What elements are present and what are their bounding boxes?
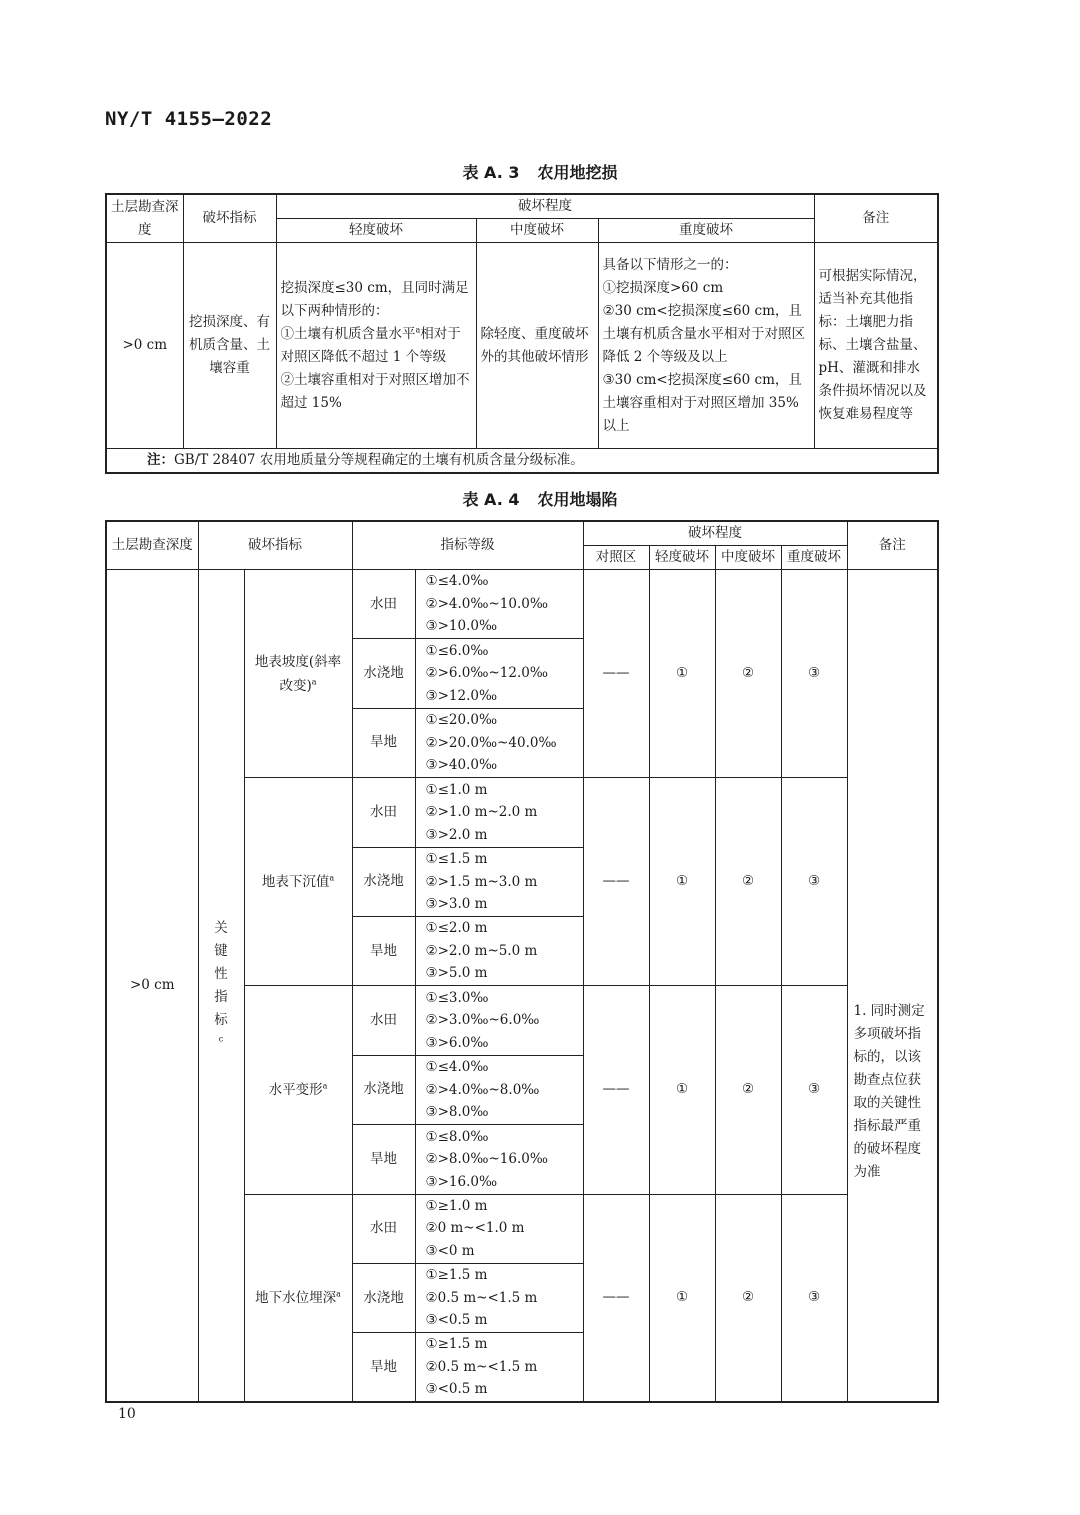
table-a3-caption-title: 农用地挖损: [537, 163, 618, 182]
t4-indicator-name: 地表坡度(斜率改变)$^a$: [244, 570, 352, 778]
t4-level-cell: [415, 1333, 583, 1402]
t4-remark-empty-top: [847, 570, 938, 778]
t4-control-value: ——: [583, 986, 649, 1194]
t4-severe-value: ③: [781, 570, 847, 778]
t4-light-value: ①: [649, 986, 715, 1194]
t4-level-cell: [415, 986, 583, 1055]
t4-level-item: ①≤4.0‰: [425, 573, 489, 590]
t4-indicator-name: 地表下沉值$^a$: [244, 778, 352, 986]
table-a4-caption-title: 农用地塌陷: [537, 490, 618, 509]
t4-key-indicator-char: 标: [214, 1011, 228, 1028]
t4-light-value: ①: [649, 570, 715, 778]
t4-land-type: 水田: [352, 778, 415, 847]
footnote-a-mark: a: [329, 873, 335, 883]
t4-severe-value: ③: [781, 778, 847, 986]
t4-light-value: ①: [649, 778, 715, 986]
t4-key-indicator-char: 键: [214, 942, 228, 959]
t4-level-item: ③>12.0‰: [425, 687, 498, 704]
t4-level-item: ①≤20.0‰: [425, 712, 498, 729]
t4-land-type: 水浇地: [352, 847, 415, 916]
t4-level-item: ②>1.0 m~2.0 m: [425, 804, 538, 821]
table-a4: [105, 520, 939, 1403]
t4-control-value: ——: [583, 570, 649, 778]
footnote-a-mark: a: [322, 1081, 328, 1091]
t4-header-depth: 土层勘查深度: [106, 521, 198, 570]
t4-level-item: ③>8.0‰: [425, 1104, 489, 1121]
t4-level-item: ②>4.0‰~8.0‰: [425, 1081, 540, 1098]
t4-level-item: ③>40.0‰: [425, 757, 498, 774]
t4-land-type: 水浇地: [352, 1055, 415, 1124]
t4-level-item: ①≤8.0‰: [425, 1128, 489, 1145]
t4-level-item: ②0.5 m~<1.5 m: [425, 1358, 538, 1375]
t3-light-line2: ①土壤有机质含量水平$^a$相对于对照区降低不超过 1 个等级: [280, 325, 461, 365]
table-a3-caption-no: 表 A. 3: [462, 163, 520, 182]
t4-level-item: ①≥1.0 m: [425, 1197, 488, 1214]
t4-level-item: ①≤6.0‰: [425, 642, 489, 659]
t4-indicator-name: 水平变形$^a$: [244, 986, 352, 1194]
t3-depth: >0 cm: [106, 243, 183, 449]
t3-severe-line3: ②30 cm<挖损深度≤60 cm，且土壤有机质含量水平相对于对照区降低 2 个等级及以上: [602, 302, 805, 365]
t3-light-criteria: [276, 243, 476, 449]
footnote-a-mark: a: [415, 325, 421, 334]
t4-medium-value: ②: [715, 986, 781, 1194]
t4-remark: 1. 同时测定多项破坏指标的，以该勘查点位获取的关键性指标最严重的破坏程度为准: [847, 778, 938, 1403]
t3-severe-criteria: [598, 243, 814, 449]
t4-land-type: 水浇地: [352, 639, 415, 708]
t4-header-degree: 破坏程度: [583, 521, 847, 546]
t4-level-item: ②>4.0‰~10.0‰: [425, 595, 548, 612]
t4-level-item: ①≤1.5 m: [425, 851, 488, 867]
t4-land-type: 水浇地: [352, 1263, 415, 1332]
t4-key-indicator-char: 性: [214, 965, 228, 982]
t4-level-item: ②0 m~<1.0 m: [425, 1220, 525, 1237]
t4-level-item: ①≥1.5 m: [425, 1336, 488, 1353]
t4-header-light: 轻度破坏: [649, 546, 715, 570]
t4-level-cell: [415, 847, 583, 916]
t3-indicator: 挖损深度、有机质含量、土壤容重: [183, 243, 276, 449]
t3-header-remark: 备注: [814, 194, 938, 243]
t3-severe-line4: ③30 cm<挖损深度≤60 cm，且土壤容重相对于对照区增加 35%以上: [602, 371, 802, 434]
t3-note-label: 注：: [147, 452, 174, 468]
t3-header-severe: 重度破坏: [598, 219, 814, 243]
t4-control-value: ——: [583, 778, 649, 986]
t4-level-item: ③>16.0‰: [425, 1173, 498, 1190]
table-a4-caption: [0, 487, 1080, 510]
t4-level-item: ①≤4.0‰: [425, 1059, 489, 1076]
t4-level-item: ①≤1.0 m: [425, 781, 488, 798]
t3-medium-criteria: 除轻度、重度破坏外的其他破坏情形: [476, 243, 598, 449]
t4-level-item: ③<0.5 m: [425, 1381, 488, 1398]
t3-header-light: 轻度破坏: [276, 219, 476, 243]
t4-level-cell: [415, 1263, 583, 1332]
t3-note-text: GB/T 28407 农用地质量分等规程确定的土壤有机质含量分级标准。: [174, 452, 584, 468]
footnote-a-mark: a: [311, 677, 317, 687]
t4-land-type: 水田: [352, 986, 415, 1055]
t4-level-item: ②>3.0‰~6.0‰: [425, 1012, 540, 1029]
t4-depth: >0 cm: [106, 570, 198, 1403]
t4-level-cell: [415, 639, 583, 708]
t4-level-item: ①≥1.5 m: [425, 1267, 488, 1284]
t3-severe-line2: ①挖损深度>60 cm: [602, 279, 724, 296]
t4-key-indicator-char: 关: [214, 919, 228, 936]
t4-header-remark: 备注: [847, 521, 938, 570]
t4-severe-value: ③: [781, 1194, 847, 1402]
t3-header-medium: 中度破坏: [476, 219, 598, 243]
t4-level-item: ①≤3.0‰: [425, 989, 489, 1006]
t4-land-type: 旱地: [352, 1125, 415, 1194]
table-a4-caption-no: 表 A. 4: [462, 490, 520, 509]
footnote-c-mark: c: [218, 1034, 224, 1044]
t3-header-depth: 土层勘查深度: [106, 194, 183, 243]
table-a3-caption: [0, 160, 1080, 183]
t3-note: [106, 449, 938, 474]
t4-level-cell: [415, 1055, 583, 1124]
t4-header-severe: 重度破坏: [781, 546, 847, 570]
t4-land-type: 水田: [352, 1194, 415, 1263]
t4-land-type: 旱地: [352, 1333, 415, 1402]
t4-severe-value: ③: [781, 986, 847, 1194]
t4-level-item: ②>2.0 m~5.0 m: [425, 942, 538, 959]
t4-land-type: 旱地: [352, 708, 415, 777]
t4-level-cell: [415, 916, 583, 985]
table-a3: [105, 193, 939, 474]
t4-level-cell: [415, 1125, 583, 1194]
t4-level-item: ②0.5 m~<1.5 m: [425, 1289, 538, 1306]
t4-header-medium: 中度破坏: [715, 546, 781, 570]
t4-level-item: ②>8.0‰~16.0‰: [425, 1151, 548, 1168]
t4-medium-value: ②: [715, 1194, 781, 1402]
footnote-a-mark: a: [336, 1289, 341, 1299]
t4-level-item: ③>5.0 m: [425, 965, 488, 982]
t3-severe-line1: 具备以下情形之一的：: [602, 256, 738, 273]
t4-light-value: ①: [649, 1194, 715, 1402]
t4-medium-value: ②: [715, 778, 781, 986]
t3-light-line3: ②土壤容重相对于对照区增加不超过 15%: [280, 371, 470, 411]
t4-level-item: ②>6.0‰~12.0‰: [425, 665, 548, 682]
t4-level-item: ③<0 m: [425, 1242, 475, 1259]
t3-header-indicator: 破坏指标: [183, 194, 276, 243]
t4-header-control: 对照区: [583, 546, 649, 570]
t3-header-degree: 破坏程度: [276, 194, 814, 219]
t4-header-indicator: 破坏指标: [198, 521, 352, 570]
standard-code: NY/T 4155—2022: [105, 108, 273, 130]
t4-key-indicator: [198, 570, 244, 1403]
t4-medium-value: ②: [715, 570, 781, 778]
t4-level-item: ③>6.0‰: [425, 1034, 489, 1051]
t3-light-line1: 挖损深度≤30 cm，且同时满足以下两种情形的：: [280, 279, 469, 319]
t4-level-item: ②>20.0‰~40.0‰: [425, 734, 557, 751]
t4-control-value: ——: [583, 1194, 649, 1402]
t4-level-cell: [415, 570, 583, 639]
t4-level-item: ③>3.0 m: [425, 896, 488, 912]
t4-level-item: ③>10.0‰: [425, 618, 498, 635]
t4-key-indicator-char: 指: [214, 988, 228, 1005]
t4-level-cell: [415, 708, 583, 777]
page-number: 10: [118, 1406, 136, 1422]
t4-land-type: 旱地: [352, 916, 415, 985]
t3-remark: 可根据实际情况，适当补充其他指标：土壤肥力指标、土壤含盐量、pH、灌溉和排水条件损坏情况以及恢复难易程度等: [814, 243, 938, 449]
t4-indicator-name: 地下水位埋深$^a$: [244, 1194, 352, 1402]
t4-level-cell: [415, 1194, 583, 1263]
t4-header-level: 指标等级: [352, 521, 583, 570]
t4-land-type: 水田: [352, 570, 415, 639]
t4-level-item: ③>2.0 m: [425, 826, 488, 843]
t4-level-cell: [415, 778, 583, 847]
t4-level-item: ③<0.5 m: [425, 1312, 488, 1329]
t4-level-item: ①≤2.0 m: [425, 920, 488, 937]
t4-level-item: ②>1.5 m~3.0 m: [425, 873, 538, 890]
